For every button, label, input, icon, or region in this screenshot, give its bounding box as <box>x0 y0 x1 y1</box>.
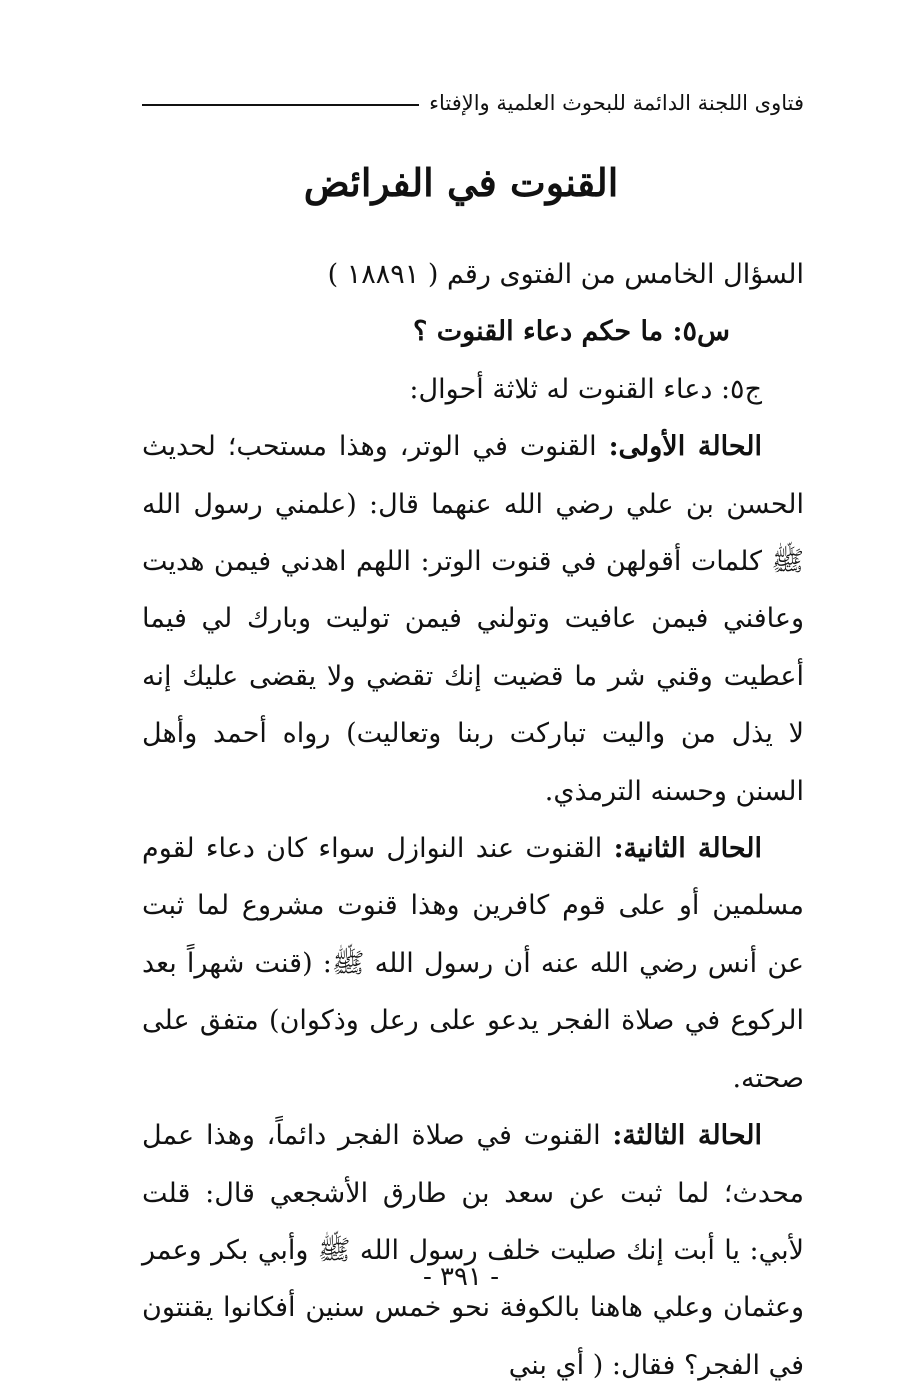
header-rule <box>142 104 419 106</box>
page-number: - ٣٩١ - <box>422 1262 500 1292</box>
running-header <box>142 86 804 120</box>
case-paragraph-1 <box>142 418 804 820</box>
page-title: القنوت في الفرائض <box>303 160 619 205</box>
running-header-title: فتاوى اللجنة الدائمة للبحوث العلمية والإفتاء <box>429 91 804 115</box>
answer-intro: ج٥: دعاء القنوت له ثلاثة أحوال: <box>409 373 762 405</box>
fatwa-body <box>142 246 804 1394</box>
case-paragraph-2 <box>142 820 804 1107</box>
case-label-2: الحالة الثانية: <box>613 833 762 865</box>
case-label-1: الحالة الأولى: <box>608 431 763 463</box>
case-text-3: القنوت في صلاة الفجر دائماً، وهذا عمل محدث؛ لما ثبت عن سعد بن طارق الأشجعي قال: قلت لأبي: يا أبت إنك صليت خلف رسول الله ﷺ وأبي بكر وعمر وعثمان وعلي هاهنا بالكوفة نحو خمس سنين أفكانوا يقنتون في الفجر؟ فقال: ( أي بني <box>142 1120 804 1381</box>
case-label-3: الحالة الثالثة: <box>612 1120 762 1152</box>
case-paragraph-3 <box>142 1107 804 1394</box>
case-text-1: القنوت في الوتر، وهذا مستحب؛ لحديث الحسن بن علي رضي الله عنهما قال: (علمني رسول الله ﷺ كلمات أقولهن في قنوت الوتر: اللهم اهدني فيمن هديت وعافني فيمن عافيت وتولني فيمن توليت وبارك لي فيما أعطيت وقني شر ما قضيت إنك تقضي ولا يقضى عليك إنه لا يذل من واليت تباركت ربنا وتعاليت) رواه أحمد وأهل السنن وحسنه الترمذي. <box>142 431 804 807</box>
question-line: س٥: ما حكم دعاء القنوت ؟ <box>413 316 730 348</box>
fatwa-source-line: السؤال الخامس من الفتوى رقم ( ١٨٨٩١ ) <box>327 259 804 290</box>
case-text-2: القنوت عند النوازل سواء كان دعاء لقوم مسلمين أو على قوم كافرين وهذا قنوت مشروع لما ثبت عن أنس رضي الله عنه أن رسول الله ﷺ: (قنت شهراً بعد الركوع في صلاة الفجر يدعو على رعل وذكوان) متفق على صحته. <box>142 833 804 1094</box>
